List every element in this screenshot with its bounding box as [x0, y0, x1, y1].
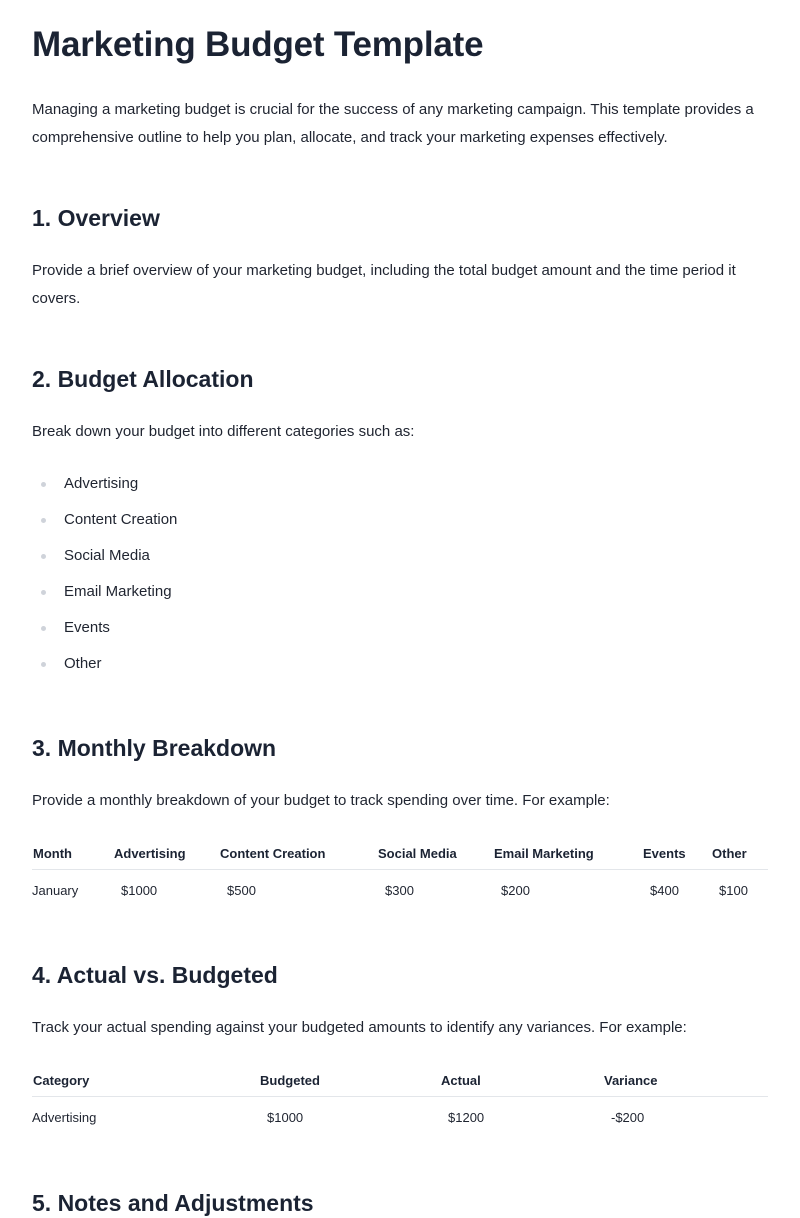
bullet-icon [41, 518, 46, 523]
bullet-icon [41, 554, 46, 559]
list-item [32, 646, 768, 682]
category-list [32, 466, 768, 682]
table-cell: $100 [719, 882, 748, 898]
actual-vs-budgeted-table [32, 1069, 768, 1137]
list-item-label: Email Marketing [64, 583, 172, 600]
bullet-icon [41, 590, 46, 595]
list-item-label: Events [64, 619, 110, 636]
list-item-label: Content Creation [64, 511, 178, 528]
column-header: Budgeted [259, 1069, 440, 1097]
section-heading-notes-and-adjustments: 5. Notes and Adjustments [32, 1190, 314, 1216]
table-cell: $500 [227, 882, 256, 898]
table-header-row [32, 842, 768, 870]
list-item [32, 538, 768, 574]
column-header: Category [32, 1069, 259, 1097]
list-item [32, 574, 768, 610]
section-heading-actual-vs-budgeted: 4. Actual vs. Budgeted [32, 962, 278, 988]
table-cell: January [32, 882, 79, 898]
bullet-icon [41, 626, 46, 631]
section-heading-overview: 1. Overview [32, 205, 160, 231]
bullet-icon [41, 482, 46, 487]
section-heading-monthly-breakdown: 3. Monthly Breakdown [32, 735, 277, 761]
monthly-breakdown-table [32, 842, 768, 910]
column-header: Advertising [113, 842, 219, 870]
column-header: Content Creation [219, 842, 377, 870]
table-cell: -$200 [611, 1109, 645, 1125]
column-header: Email Marketing [493, 842, 642, 870]
intro-paragraph: Managing a marketing budget is crucial for the success of any marketing campaign. This template provides a comprehensive outline to help you plan, allocate, and track your marketing expenses effectively. [32, 101, 754, 146]
column-header: Other [711, 842, 768, 870]
table-cell: $200 [501, 882, 530, 898]
list-item [32, 610, 768, 646]
bullet-icon [41, 662, 46, 667]
table-row [32, 870, 768, 911]
monthly-breakdown-paragraph: Provide a monthly breakdown of your budget to track spending over time. For example: [32, 792, 610, 809]
column-header: Actual [440, 1069, 603, 1097]
table-cell: $400 [650, 882, 679, 898]
list-item-label: Advertising [64, 475, 139, 492]
table-cell: $1000 [267, 1109, 304, 1125]
actual-vs-budgeted-paragraph: Track your actual spending against your budgeted amounts to identify any variances. For example: [32, 1019, 687, 1036]
page-title: Marketing Budget Template [32, 25, 484, 64]
table-cell: $300 [385, 882, 414, 898]
list-item-label: Social Media [64, 547, 150, 564]
list-item [32, 502, 768, 538]
overview-paragraph: Provide a brief overview of your marketing budget, including the total budget amount and the time period it covers. [32, 262, 736, 307]
list-item-label: Other [64, 655, 102, 672]
table-row [32, 1097, 768, 1138]
column-header: Events [642, 842, 711, 870]
section-heading-budget-allocation: 2. Budget Allocation [32, 366, 254, 392]
list-item [32, 466, 768, 502]
table-cell: $1200 [448, 1109, 485, 1125]
column-header: Variance [603, 1069, 768, 1097]
table-cell: Advertising [32, 1109, 97, 1125]
table-cell: $1000 [121, 882, 158, 898]
table-header-row [32, 1069, 768, 1097]
budget-allocation-paragraph: Break down your budget into different categories such as: [32, 423, 415, 440]
column-header: Month [32, 842, 113, 870]
column-header: Social Media [377, 842, 493, 870]
